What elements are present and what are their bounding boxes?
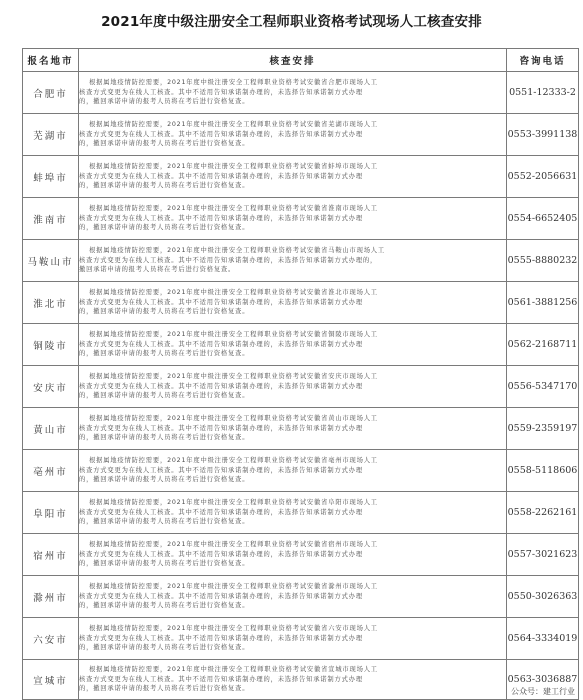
phone-cell: 0559-2359197: [507, 408, 579, 450]
arrangement-cell: [79, 618, 507, 660]
table-row: [23, 534, 579, 576]
header-phone: 咨询电话: [507, 49, 579, 72]
table-row: [23, 324, 579, 366]
phone-cell: 0554-6652405: [507, 198, 579, 240]
arrangement-cell: [79, 324, 507, 366]
arrangement-line: 的，撤回承诺申请的报考人员将在考后进行资格复查。: [79, 182, 250, 190]
phone-cell: 0561-3881256: [507, 282, 579, 324]
table-row: [23, 198, 579, 240]
city-cell: 六安市: [23, 618, 79, 660]
city-cell: 铜陵市: [23, 324, 79, 366]
arrangement-cell: [79, 492, 507, 534]
arrangement-cell: [79, 450, 507, 492]
arrangement-cell: [79, 408, 507, 450]
table-row: [23, 660, 579, 700]
arrangement-cell: [79, 156, 507, 198]
arrangement-line: 核查方式变更为在线人工核查。其中不适用告知承诺制办理的，未选择告知承诺制方式办理: [79, 214, 363, 222]
arrangement-line: 根据属地疫情防控需要，2021年度中级注册安全工程师职业资格考试安徽省安庆市现场人工: [89, 373, 378, 381]
arrangement-line: 的，撤回承诺申请的报考人员将在考后进行资格复查。: [79, 560, 250, 568]
city-cell: 安庆市: [23, 366, 79, 408]
arrangement-line: 根据属地疫情防控需要，2021年度中级注册安全工程师职业资格考试安徽省淮南市现场人工: [89, 205, 378, 213]
arrangement-line: 的，撤回承诺申请的报考人员将在考后进行资格复查。: [79, 350, 250, 358]
city-cell: 宿州市: [23, 534, 79, 576]
table-header-row: [23, 49, 579, 72]
city-cell: 黄山市: [23, 408, 79, 450]
city-cell: 阜阳市: [23, 492, 79, 534]
arrangement-line: 的，撤回承诺申请的报考人员将在考后进行资格复查。: [79, 308, 250, 316]
phone-cell: 0564-3334019: [507, 618, 579, 660]
table-row: [23, 576, 579, 618]
table-row: [23, 450, 579, 492]
arrangement-line: 根据属地疫情防控需要，2021年度中级注册安全工程师职业资格考试安徽省淮北市现场人工: [89, 289, 378, 297]
arrangement-line: 的，撤回承诺申请的报考人员将在考后进行资格复查。: [79, 518, 250, 526]
city-cell: 淮南市: [23, 198, 79, 240]
table-row: [23, 72, 579, 114]
phone-cell: 0555-8880232: [507, 240, 579, 282]
phone-cell: 0552-2056631: [507, 156, 579, 198]
arrangement-line: 根据属地疫情防控需要，2021年度中级注册安全工程师职业资格考试安徽省宿州市现场人工: [89, 541, 378, 549]
city-cell: 宣城市: [23, 660, 79, 700]
arrangement-cell: [79, 660, 507, 700]
arrangement-cell: [79, 534, 507, 576]
arrangement-line: 核查方式变更为在线人工核查。其中不适用告知承诺制办理的，未选择告知承诺制方式办理: [79, 508, 363, 516]
phone-cell: 0550-3026363: [507, 576, 579, 618]
arrangement-line: 根据属地疫情防控需要，2021年度中级注册安全工程师职业资格考试安徽省六安市现场人工: [89, 625, 378, 633]
arrangement-line: 核查方式变更为在线人工核查。其中不适用告知承诺制办理的，未选择告知承诺制方式办理: [79, 382, 363, 390]
phone-cell: 0556-5347170: [507, 366, 579, 408]
arrangement-line: 根据属地疫情防控需要，2021年度中级注册安全工程师职业资格考试安徽省合肥市现场人工: [89, 79, 378, 87]
arrangement-cell: [79, 240, 507, 282]
phone-cell: 0557-3021623: [507, 534, 579, 576]
city-cell: 合肥市: [23, 72, 79, 114]
arrangement-line: 的，撤回承诺申请的报考人员将在考后进行资格复查。: [79, 434, 250, 442]
city-cell: 亳州市: [23, 450, 79, 492]
arrangement-cell: [79, 576, 507, 618]
arrangement-line: 核查方式变更为在线人工核查。其中不适用告知承诺制办理的，未选择告知承诺制方式办理: [79, 88, 363, 96]
arrangement-line: 根据属地疫情防控需要，2021年度中级注册安全工程师职业资格考试安徽省宣城市现场人工: [89, 666, 378, 674]
phone-cell: 0558-5118606: [507, 450, 579, 492]
arrangement-line: 核查方式变更为在线人工核查。其中不适用告知承诺制办理的，未选择告知承诺制方式办理: [79, 550, 363, 558]
phone-cell: 0558-2262161: [507, 492, 579, 534]
arrangement-line: 的，撤回承诺申请的报考人员将在考后进行资格复查。: [79, 140, 250, 148]
arrangement-line: 撤回承诺申请的报考人员将在考后进行资格复查。: [79, 266, 236, 274]
table-row: [23, 492, 579, 534]
arrangement-cell: [79, 366, 507, 408]
arrangement-line: 根据属地疫情防控需要，2021年度中级注册安全工程师职业资格考试安徽省黄山市现场人工: [89, 415, 378, 423]
arrangement-line: 的，撤回承诺申请的报考人员将在考后进行资格复查。: [79, 224, 250, 232]
city-cell: 淮北市: [23, 282, 79, 324]
arrangement-line: 根据属地疫情防控需要，2021年度中级注册安全工程师职业资格考试安徽省蚌埠市现场人工: [89, 163, 378, 171]
arrangement-line: 核查方式变更为在线人工核查。其中不适用告知承诺制办理的，未选择告知承诺制方式办理: [79, 592, 363, 600]
city-cell: 芜湖市: [23, 114, 79, 156]
arrangement-line: 的，撤回承诺申请的报考人员将在考后进行资格复查。: [79, 644, 250, 652]
arrangement-line: 根据属地疫情防控需要，2021年度中级注册安全工程师职业资格考试安徽省马鞍山市现场人工: [89, 247, 386, 255]
arrangement-line: 核查方式变更为在线人工核查。其中不适用告知承诺制办理的，未选择告知承诺制方式办理: [79, 298, 363, 306]
arrangement-line: 核查方式变更为在线人工核查。其中不适用告知承诺制办理的，未选择告知承诺制方式办理: [79, 466, 363, 474]
phone-cell: 0563-3036887: [507, 660, 579, 700]
city-cell: 马鞍山市: [23, 240, 79, 282]
arrangement-line: 根据属地疫情防控需要，2021年度中级注册安全工程师职业资格考试安徽省芜湖市现场人工: [89, 121, 378, 129]
arrangement-line: 的，撤回承诺申请的报考人员将在考后进行资格复查。: [79, 602, 250, 610]
arrangement-line: 的，撤回承诺申请的报考人员将在考后进行资格复查。: [79, 685, 250, 693]
schedule-table: [22, 48, 579, 700]
arrangement-line: 根据属地疫情防控需要，2021年度中级注册安全工程师职业资格考试安徽省滁州市现场人工: [89, 583, 378, 591]
table-row: [23, 156, 579, 198]
arrangement-line: 核查方式变更为在线人工核查。其中不适用告知承诺制办理的，未选择告知承诺制方式办理的，: [79, 256, 378, 264]
arrangement-cell: [79, 72, 507, 114]
table-row: [23, 240, 579, 282]
arrangement-line: 核查方式变更为在线人工核查。其中不适用告知承诺制办理的，未选择告知承诺制方式办理: [79, 130, 363, 138]
arrangement-line: 的，撤回承诺申请的报考人员将在考后进行资格复查。: [79, 98, 250, 106]
arrangement-line: 根据属地疫情防控需要，2021年度中级注册安全工程师职业资格考试安徽省亳州市现场人工: [89, 457, 378, 465]
page-title: 2021年度中级注册安全工程师职业资格考试现场人工核查安排: [101, 14, 482, 30]
table-row: [23, 618, 579, 660]
table-row: [23, 114, 579, 156]
phone-cell: 0553-3991138: [507, 114, 579, 156]
phone-cell: 0551-12333-2: [507, 72, 579, 114]
arrangement-cell: [79, 198, 507, 240]
city-cell: 滁州市: [23, 576, 79, 618]
arrangement-cell: [79, 282, 507, 324]
city-cell: 蚌埠市: [23, 156, 79, 198]
arrangement-line: 根据属地疫情防控需要，2021年度中级注册安全工程师职业资格考试安徽省铜陵市现场人工: [89, 331, 378, 339]
phone-cell: 0562-2168711: [507, 324, 579, 366]
arrangement-line: 的，撤回承诺申请的报考人员将在考后进行资格复查。: [79, 476, 250, 484]
header-city: 报名地市: [23, 49, 79, 72]
table-row: [23, 366, 579, 408]
arrangement-line: 的，撤回承诺申请的报考人员将在考后进行资格复查。: [79, 392, 250, 400]
watermark: 公众号：建工行业: [511, 687, 575, 696]
arrangement-line: 核查方式变更为在线人工核查。其中不适用告知承诺制办理的，未选择告知承诺制方式办理: [79, 172, 363, 180]
arrangement-line: 核查方式变更为在线人工核查。其中不适用告知承诺制办理的，未选择告知承诺制方式办理: [79, 675, 363, 683]
arrangement-line: 核查方式变更为在线人工核查。其中不适用告知承诺制办理的，未选择告知承诺制方式办理: [79, 340, 363, 348]
arrangement-cell: [79, 114, 507, 156]
table-row: [23, 282, 579, 324]
arrangement-line: 核查方式变更为在线人工核查。其中不适用告知承诺制办理的，未选择告知承诺制方式办理: [79, 634, 363, 642]
table-row: [23, 408, 579, 450]
arrangement-line: 核查方式变更为在线人工核查。其中不适用告知承诺制办理的，未选择告知承诺制方式办理: [79, 424, 363, 432]
arrangement-line: 根据属地疫情防控需要，2021年度中级注册安全工程师职业资格考试安徽省阜阳市现场人工: [89, 499, 378, 507]
header-arrangement: 核查安排: [79, 49, 507, 72]
